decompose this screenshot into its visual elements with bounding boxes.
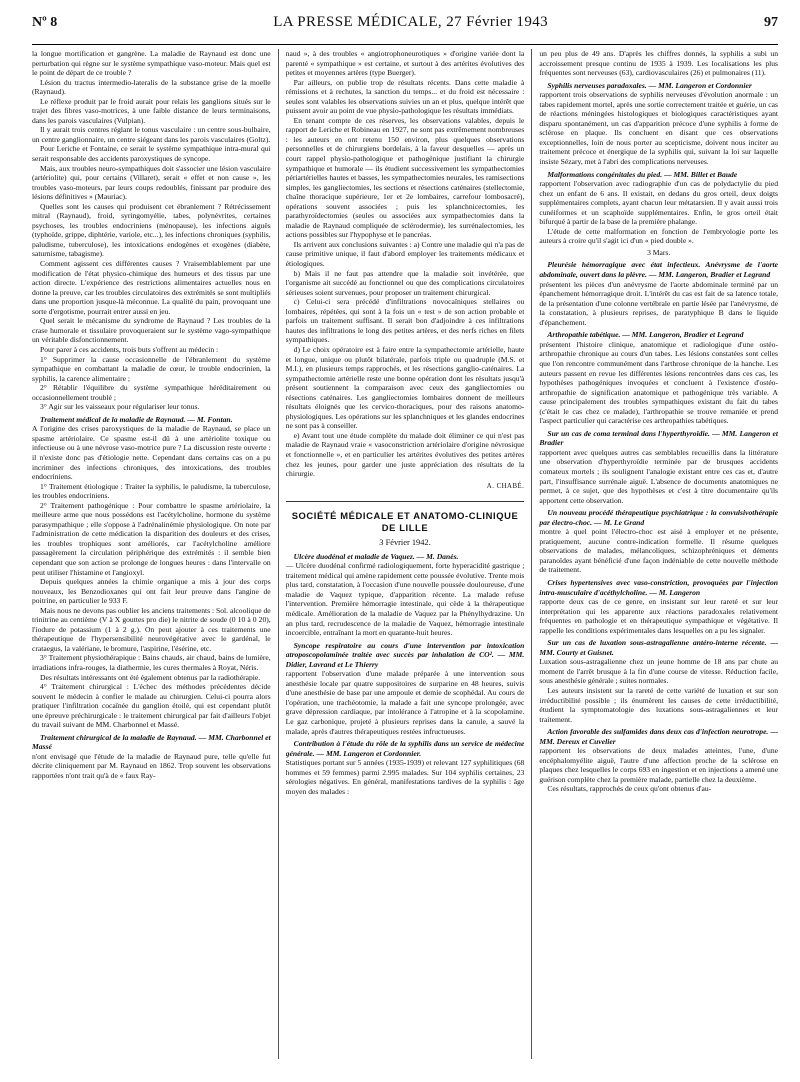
paragraph: 3° Agir sur les vaisseaux pour régulariser leur tonus. [40,402,200,412]
section-heading [32,733,271,752]
paragraph: Quel serait le mécanisme du syndrome de Raynaud ? Les troubles de la crase humorale et tissulaire provoqueraient sur le système vago-sympathique un véritable disfonctionnement. [32,316,271,345]
paragraph: un peu plus de 49 ans. D'après les chiffres donnés, la syphilis a subi un accroissement presque continu de 1935 à 1939. Les localisations les plus fréquentes sont nerveuses (63), cardiovasculaires (26) et pulmonaires (11). [539,49,779,78]
header-rule [32,44,778,45]
heading-title: Syphilis nerveuses paradoxales. [547,80,647,90]
heading-title: Un nouveau procédé thérapeutique psychiatrique : la convulsivothérapie par électro-choc. [539,508,779,527]
authors: — MM. Courty et Guisnet. [539,638,779,657]
authors: — MM. Billet et Baude [664,169,738,179]
paragraph: Luxation sous-astragalienne chez un jeune homme de 18 ans par chute au moment de l'arrêt brusque à la fin d'une course de vitesse. Réduction facile, sous anesthésie générale ; suites normales. [539,657,779,686]
paragraph: 2° Rétablir l'équilibre du système sympathique héréditairement ou occasionnellement troublé ; [32,383,271,402]
paragraph: Statistiques portant sur 5 années (1935-1939) et relevant 127 syphilitiques (68 hommes et 59 femmes) parmi 2.995 malades. Sur 104 syphilis certaines, 23 sérologies négatives. En général, manifestations tardives de la syphilis : âge moyen des malades : [285,758,525,796]
paragraph: Lésion du tractus intermedio-lateralis de la substance grise de la moelle (Raynaud). [32,77,271,97]
paragraph: Comment agissent ces différentes causes ? Vraisemblablement par une modification de l'état physico-chimique des humeurs et des tissus par une action directe. L'expérience des restrictions alimentaires actuelles nous en donne la preuve, car les troubles circulatoires des extrémités se sont multipliés dans une proportion jusque-là méconnue. La qualité du pain, provoquant une sorte d'ergotisme, pourrait entrer aussi en jeu. [32,259,271,316]
heading-title: Sur un cas de luxation sous-astragalienne antéro-interne récente. [547,638,767,648]
authors: — M. Le Grand [593,517,645,527]
paragraph: Le réflexe produit par le froid aurait pour relais les ganglions situés sur le trajet des fibres vaso-motrices, à une faible distance de leurs terminaisons, dans les parois vasculaires (Vulpian). [32,96,271,125]
paragraph: la longue mortification et gangrène. La maladie de Raynaud est donc une perturbation qui règne sur le système sympathique vaso-moteur. Mais quel est le point de départ de ce trouble ? [32,49,271,78]
paragraph: montre à quel point l'électro-choc est aisé à employer et ne présente, pratiquement, aucune contre-indication formelle. Il résume quelques observations de malades, mélancoliques, schizophréniques et déments paranoïdes ayant bénéficié d'une façon indéniable de cette nouvelle méthode de traitement. [539,527,779,575]
authors: — MM. Langeron et Bradier [539,428,779,448]
paragraph: Les auteurs insistent sur la rareté de cette variété de luxation et sur son irréductibilité possible ; ils énumèrent les causes de cette irréductibilité, étudient la symptomatologie des luxations sous-astragaliennes et leur traitement. [539,686,779,724]
heading-title: Syncope respiratoire au cours d'une intervention par intoxication atroposcopolaminée traitée avec succès par inhalation de CO². [285,640,525,660]
paragraph: A l'origine des crises paroxystiques de la maladie de Raynaud, se place un spasme artériolaire. Ce spasme est-il dû à une artériolite toxique ou infectieuse ou à une névrose vaso-motrice pure ? La discussion reste ouverte : il n'existe donc pas d'étiologie nette. Cependant dans certains cas on a pu incriminer des infections chroniques, des intoxications, des troubles endocriniens. [32,424,271,482]
paragraph: c) Celui-ci sera précédé d'infiltrations novocaïniques stellaires ou lombaires, répétées, qui sont à la fois un « test » de son action probable et parfois un traitement suffisant. Il serait bon d'adjoindre à ces infiltrations hautes des infiltrations le long des petites artères, et des nerfs riches en filets sympathiques. [285,297,525,345]
paragraph: rapportent avec quelques autres cas semblables recueillis dans la littérature une observation d'hyperthyroïdie terminée par de brusques accidents comateux mortels ; ils soulignent l'analogie existant entre ces cas et, d'autre part, l'insuffisance surrénale aiguë. L'absence de documents anatomiques ne permet, à ce sujet, que des hypothèses et c'est à titre documentaire qu'ils apportent cette observation. [539,447,779,505]
society-title: SOCIÉTÉ MÉDICALE ET ANATOMO-CLINIQUE DE LILLE [291,510,519,534]
authors: — MM. Didier, Lavrand et Le Thierry [285,650,525,669]
paragraph: rapportent l'observation d'une malade préparée à une intervention sous anesthésie locale par quatre suppositoires de surparine en 48 heures, suivis d'une anesthésie de base par une ampoule et demie de scophédal. Au cours de l'opération, une trachéotomie, la malade a fait une syncope prolongée, avec grave dépression cardiaque, par intolérance à l'atropine et à la scopolamine. Le gaz carbonique, projeté à plusieurs reprises dans la canule, a sauvé la malade, après d'autres thérapeutiques restées infructueuses. [285,669,525,736]
journal-title: LA PRESSE MÉDICALE, 27 Février 1943 [273,14,549,30]
column-3 [539,49,778,1059]
section-heading [286,739,525,758]
paragraph: Pour parer à ces accidents, trois buts s'offrent au médecin : [40,344,219,354]
authors: — MM. Langeron, Bradier et Legrand [622,330,744,340]
paragraph: — Ulcère duodénal confirmé radiologiquement, forte hyperacidité gastrique ; traitement médical qui amène rapidement cette poussée évolutive. Trente mois plus tard, constatation, à l'occasion d'une nouvelle poussée douloureuse, d'une maladie de Vaquez typique, d'apparition récente. La malade refuse l'intervention. Première hémorragie intestinale, qui cède à la thérapeutique médicale. Amélioration de la maladie de Vaquez par la Phénylhydrazine. Un an plus tard, recrudescence de la maladie de Vaquez, hémorragie intestinale incoercible, entraînant la mort en quarante-huit heures. [285,561,525,638]
section-heading [539,429,778,448]
section-heading [286,641,525,670]
heading-title: Traitement chirurgical de la maladie de Raynaud. [40,732,197,742]
paragraph: rapportent trois observations de syphilis nerveuses d'évolution anormale : un tabes rapidement mortel, après une sortie correctement traitée et guérie, un cas de réactions méningées histologiques et biologiques caractéristiques ayant disparu spontanément, un cas d'apparition précoce d'une syphilis à forme de sclérose en plaque. Ils concluent en disant que ces observations exceptionnelles, loin de nous porter au scepticisme, doivent nous inciter au traitement précoce et énergique de la syphilis qui, suivant la loi sur laquelle insiste Sézary, met à l'abri des complications nerveuses. [539,90,779,167]
paragraph: Ces résultats, rapprochés de ceux qu'ont obtenus d'au- [547,784,712,794]
section-heading [539,508,778,527]
heading-title: Contribution à l'étude du rôle de la syphilis dans un service de médecine générale. [285,739,525,758]
heading-title: Malformations congénitales du pied. [547,169,663,179]
society-section [286,501,525,548]
paragraph: Des résultats intéressants ont été également obtenus par la radiothérapie. [40,672,261,682]
paragraph: 4° Traitement chirurgical : L'échec des méthodes précédentes décide souvent le médecin à confier le malade au chirurgien. Celui-ci pourra alors pratiquer l'infiltration cocaïnée du ganglion étoilé, qui est cependant plutôt une épreuve préchirurgicale : le traitement chirurgical par fait d'ailleurs l'objet du travail suivant de MM. Charbonnel et Massé. [32,682,271,730]
heading-title: Sur un cas de coma terminal dans l'hyperthyroïdie. [547,428,710,438]
paragraph: Il y aurait trois centres réglant le tonus vasculaire : un centre sous-bulbaire, un centre ganglionnaire, un centre siégeant dans les parois vasculaires (Goltz). [32,125,271,144]
heading-title: Action favorable des sulfamides dans deux cas d'infection neurotrope. [547,727,769,737]
section-heading [32,415,271,425]
paragraph: En tenant compte de ces réserves, les observations valables, depuis le rapport de Leriche et Robineau en 1927, ne sont pas extrêmement nombreuses : les auteurs en ont retenu 150 environ, plus quelques observations personnelles et de chirurgiens bordelais, à la faveur desquelles — après un court rappel physio-pathologique et pathogénique justifiant la chirurgie sympathique et humorale — ils étudient successivement les sympathectomies périartérielles hautes et basses, les sympathectomies neurales, les ramisections simples, les gangliectomies, les sections et résections caténaires (stellectomie, chaîne thoracique supérieure, 1er et 2e lombaires, carrefour lombosacré), opérations souvent associées ; puis les splanchnicectomies, les parathyroïdectomies (seules ou associées aux sympathectomies dans la maladie de Raynaud compliquée de sclérodermie), les surrénalectomies, les actions possibles sur l'hypophyse et le pancréas. [285,115,525,240]
heading-title: Arthropathie tabétique. [547,330,621,340]
section-heading [539,330,778,340]
paragraph: rapportent l'observation avec radiographie d'un cas de polydactylie du pied chez un enfant de 6 ans. Il existait, en dedans du gros orteil, deux doigts supplémentaires complets, ayant chacun leur métatarsien. Il y avait aussi trois cunéiformes et un scaphoïde supplémentaires. Enfin, le gros orteil était bifurqué à partir de la base de la première phalange. [539,179,779,227]
authors: — MM. Langeron, Bradier et Legrand [648,270,771,280]
authors: — M. Langeron [649,587,701,597]
paragraph: Pour Leriche et Fontaine, ce serait le système sympathique intra-mural qui serait responsable des accidents paroxystiques de syncope. [32,144,271,164]
authors: — M. Fontan. [187,414,233,424]
paragraph: L'étude de cette malformation en fonction de l'embryologie porte les auteurs à croire qu'il s'agit ici d'un « pied double ». [539,226,779,246]
heading-title: Ulcère duodénal et maladie de Vaquez. [293,551,415,561]
paragraph: b) Mais il ne faut pas attendre que la maladie soit invétérée, que l'organisme ait succédé au fonctionnel ou que des complications circulatoires sérieuses soient survenues, pour proposer un traitement chirurgical. [285,268,525,297]
section-heading [539,260,778,279]
paragraph: Mais, aux troubles neuro-sympathiques doit s'associer une lésion vasculaire (artériolite) qui, pour certains (Villaret), serait « effet et non cause », les troubles vaso-moteurs, par leurs coups redoublés, finissant par produire des lésions définitives » (Mauriac). [32,163,271,202]
paragraph: 3° Traitement physiothérapique : Bains chauds, air chaud, bains de lumière, irradiations infra-rouges, la diathermie, les cures thermales à Royat, Néris. [32,653,271,672]
column-1 [32,49,271,1059]
paragraph: Depuis quelques années la chimie organique a mis à jour des corps nouveaux, les Benzodioxanes qui ont fait leur preuve dans l'angine de poitrine, en particulier le 933 F. [32,577,271,606]
authors: — MM. Charbonnel et Massé [32,732,271,752]
authors: — MM. Langeron et Cordonnier. [316,748,422,758]
column-2 [286,49,525,1059]
column-divider [531,49,532,1059]
heading-title: Pleurésie hémorragique avec état infectieux. Anévrysme de l'aorte abdominale, ouvert dans la plèvre. [539,260,779,280]
heading-title: Traitement médical de la maladie de Raynaud. [40,414,186,424]
authors: — MM. Langeron et Cordonnier [648,80,752,90]
paragraph: Quelles sont les causes qui produisent cet ébranlement ? Rétrécissement mitral (Raynaud), froid, syringomyélie, tabes, polynévrites, certaines psychoses, les troubles endocriniens (ménopause), les infections aiguës (typhoïde, grippe, diphtérie, variole, etc...), les infections chroniques (syphilis, paludisme, tuberculose), les intoxications endogènes et exogènes (diabète, saturnisme, tabagisme). [32,201,271,259]
author-signature: A. CHABÉ. [486,482,525,490]
paragraph: Par ailleurs, on publie trop de résultats récents. Dans cette maladie à rémissions et à rechutes, la sanction du temps... et du froid est nécessaire : seules sont valables les observations suivies un an et plus, quelque intérêt que puissent avoir au point de vue physio-pathologique les résultats immédiats. [285,77,525,116]
paragraph: 1° Supprimer la cause occasionnelle de l'ébranlement du système sympathique en combattant la maladie de cœur, le trouble endocrinien, la syphilis, la carence alimentaire ; [32,354,271,383]
paragraph: d) Le choix opératoire est à faire entre la sympathectomie artérielle, haute et longue, unique ou plutôt bilatérale, parfois triple ou quadruple (M.S. et M.I.), en plusieurs temps rapprochés, et les résections ganglio-caténaires. La sympathectomie artérielle reste une bonne opération dont les résultats jusqu'à présent soutiennent la comparaison avec ceux des gangliectomies ou résections caténaires. Les gangliectomies lombaires donnent de meilleurs résultats éloignés que les cervico-thoraciques, pour des raisons anatomo-physiologiques. Les opérations sur les splanchniques et les glandes endocrines ne sont pas à conseiller. [285,344,525,431]
paragraph: 1° Traitement étiologique : Traiter la syphilis, le paludisme, la tuberculose, les troubles endocriniens. [32,481,271,501]
section-heading [539,81,778,91]
issue-number: Nº 8 [32,15,58,30]
paragraph: rapportent les observations de deux malades atteintes, l'une, d'une encéphalomyélite aiguë, l'autre d'une affection proche de la sclérose en plaques chez lesquelles le corps 693 en ingestion et en injections a amené une guérison complète chez la première malade, partielle chez la deuxième. [539,746,779,784]
paragraph: Ils arrivent aux conclusions suivantes : a) Contre une maladie qui n'a pas de cause primitive unique, il faut d'abord employer les traitements médicaux et étiologiques. [285,239,525,269]
session-date: 3 Mars. [647,247,671,257]
paragraph: naud », à des troubles « angiotrophoneurotiques » d'origine variée dont la parenté « sympathique » est certaine, et surtout à des artérites évolutives des petites et moyennes artères (type Buerger). [285,49,525,78]
session-date: 3 Février 1942. [379,538,431,548]
page-header [32,14,778,40]
section-heading [539,170,778,180]
article-columns [32,49,778,1059]
column-divider [278,49,279,1059]
paragraph: présentent l'histoire clinique, anatomique et radiologique d'une ostéo-arthropathie chronique au cours d'un tabes. Les lésions constatées sont celles que l'on rencontre communément dans l'arthrose chronique de la hanche. Les auteurs passent en revue les différentes lésions rencontrées dans ces cas, les hypothèses pathogéniques invoquées et concluent à l'existence d'ostéo-arthropathie de signification anatomique et pathogénique très variable. A cause principalement des troubles sympathiques existant du fait du tabes (c'était le cas chez ce malade), l'arthropathie se trouve remaniée et prend l'aspect particulier qui caractérise ces arthropathies tabétiques. [539,339,779,426]
authors: — MM. Dereux et Cuvelier [539,727,779,746]
paragraph: présentent les pièces d'un anévrysme de l'aorte abdominale terminé par un épanchement hémorragique droit. L'intérêt du cas est fait de sa latence totale, de la présentation d'une colonne vertébrale en partie lésée par l'anévrysme, de la constatation, à plusieurs reprises, de paratyphique B dans le liquide d'épanchement. [539,279,779,327]
authors: — M. Danès. [416,551,459,561]
paragraph: Mais nous ne devons pas oublier les anciens traitements : Sol. alcoolique de trinitrine au centième (V à X gouttes pro die) le nitrite de soude (0 10 à 0 20), l'iodure de potassium (1 à 2 g.). On peut ajouter à ces traitements une thérapeutique de l'hypersensibilité neurovégétative avec le gardénal, le crataegus, la valériane, le bromure, l'aspirine, l'ésérine, etc. [32,605,271,653]
section-heading [539,638,778,657]
section-heading [539,578,778,597]
page-number: 97 [763,15,778,30]
paragraph: 2° Traitement pathogénique : Pour combattre le spasme artériolaire, la meilleure arme que nous possédons est l'acétylcholine, hormone du système parasympathique ; elle s'oppose à l'adrénalinémie physiologique. On note par l'administration de cette médication la disparition des douleurs et des crises, les troubles trophiques sont améliorés, car l'acétylcholine améliore passagèrement la circulation périphérique des extrémités : il semble bien cependant que son action se prolonge de longues heures : dans l'intervalle on peut utiliser l'histamine et l'angioxyl. [32,500,271,577]
heading-title: Crises hypertensives avec vaso-constriction, provoquées par l'injection intra-musculaire d'acéthylcholine. [539,577,779,597]
section-heading [286,552,525,562]
paragraph: e) Avant tout une étude complète du malade doit éliminer ce qui n'est pas maladie de Raynaud vraie « vasoconstriction artériolaire d'origine névrosique et fonctionnelle », et en particulier les artérites évolutives des petites artères chez les jeunes, pour garder une juste appréciation des résultats de la chirurgie. [285,430,525,479]
paragraph: rapporte deux cas de ce genre, en insistant sur leur rareté et sur leur interprétation qui les apparente aux réactions paradoxales relativement fréquentes en pathologie et en thérapeutique sympathique et végétative. Il rappelle les conditions expérimentales dans lesquelles on a pu les signaler. [539,597,779,635]
paragraph: n'ont envisagé que l'étude de la maladie de Raynaud pure, telle qu'elle fut décrite cliniquement par M. Raynaud en 1862. Trop souvent les observations rapportées n'ont trait qu'à de « faux Ray- [32,751,271,781]
section-heading [539,727,778,746]
